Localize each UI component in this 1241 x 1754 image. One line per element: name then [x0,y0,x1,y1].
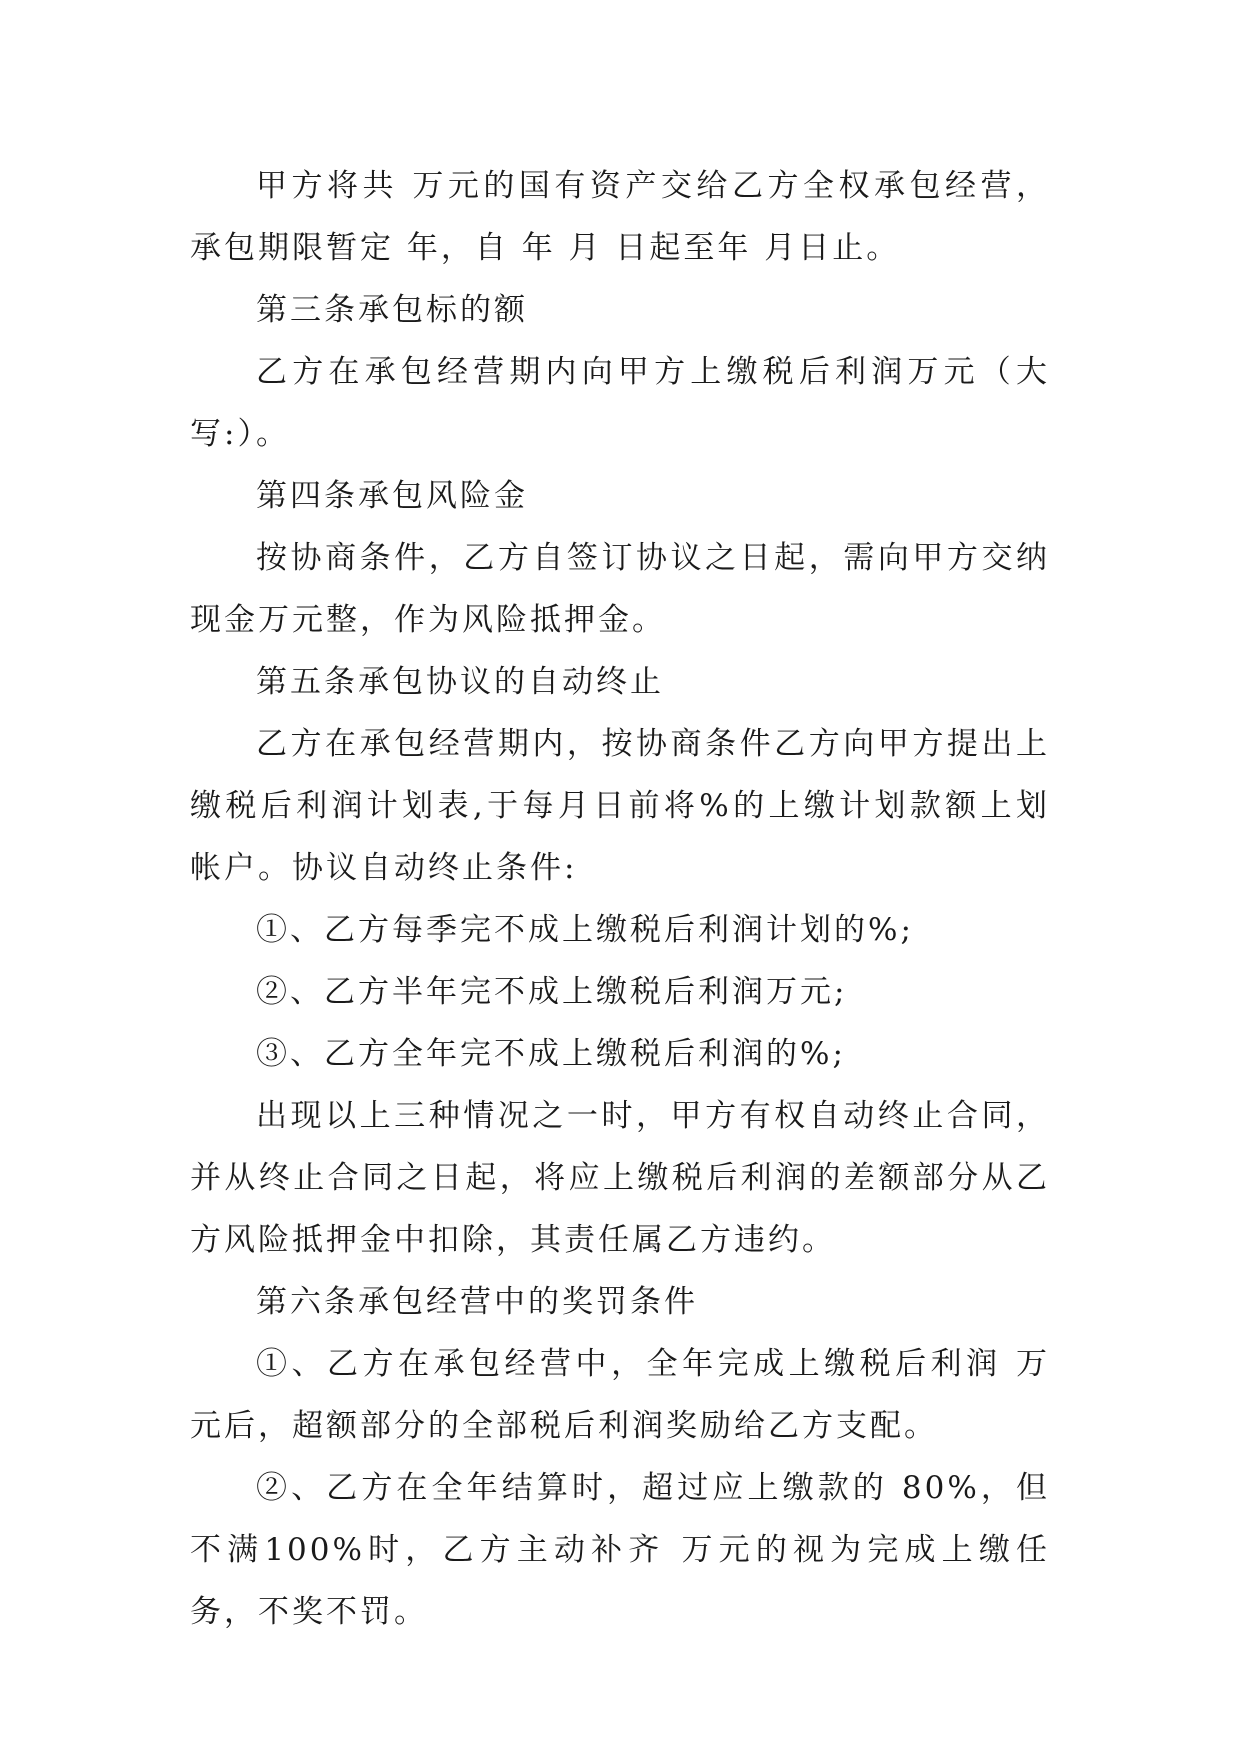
list-item-termination-2: ②、乙方半年完不成上缴税后利润万元; [256,974,848,1010]
list-item-reward-2: ②、乙方在全年结算时，超过应上缴款的 80%，但不满100%时，乙方主动补齐 万元的视为完成上缴任务，不奖不罚。 [190,1470,1050,1630]
heading-article-3: 第三条承包标的额 [256,292,528,328]
list-item-termination-3: ③、乙方全年完不成上缴税后利润的%; [256,1036,846,1072]
paragraph-contract-scope: 甲方将共 万元的国有资产交给乙方全权承包经营，承包期限暂定 年，自 年 月 日起至年 月日止。 [190,168,1050,266]
paragraph-termination-plan: 乙方在承包经营期内，按协商条件乙方向甲方提出上缴税后利润计划表,于每月日前将%的上缴计划款额上划帐户。协议自动终止条件: [190,726,1050,886]
heading-article-5: 第五条承包协议的自动终止 [256,664,664,700]
list-item-termination-1: ①、乙方每季完不成上缴税后利润计划的%; [256,912,914,948]
paragraph-termination-consequence: 出现以上三种情况之一时，甲方有权自动终止合同，并从终止合同之日起，将应上缴税后利润的差额部分从乙方风险抵押金中扣除，其责任属乙方违约。 [190,1098,1050,1258]
document-page [190,155,1050,1643]
list-item-reward-1: ①、乙方在承包经营中，全年完成上缴税后利润 万元后，超额部分的全部税后利润奖励给乙方支配。 [190,1346,1050,1444]
paragraph-profit-target: 乙方在承包经营期内向甲方上缴税后利润万元（大写:）。 [190,354,1050,452]
heading-article-4: 第四条承包风险金 [256,478,528,514]
heading-article-6: 第六条承包经营中的奖罚条件 [256,1284,698,1320]
paragraph-risk-deposit: 按协商条件，乙方自签订协议之日起，需向甲方交纳现金万元整，作为风险抵押金。 [190,540,1050,638]
